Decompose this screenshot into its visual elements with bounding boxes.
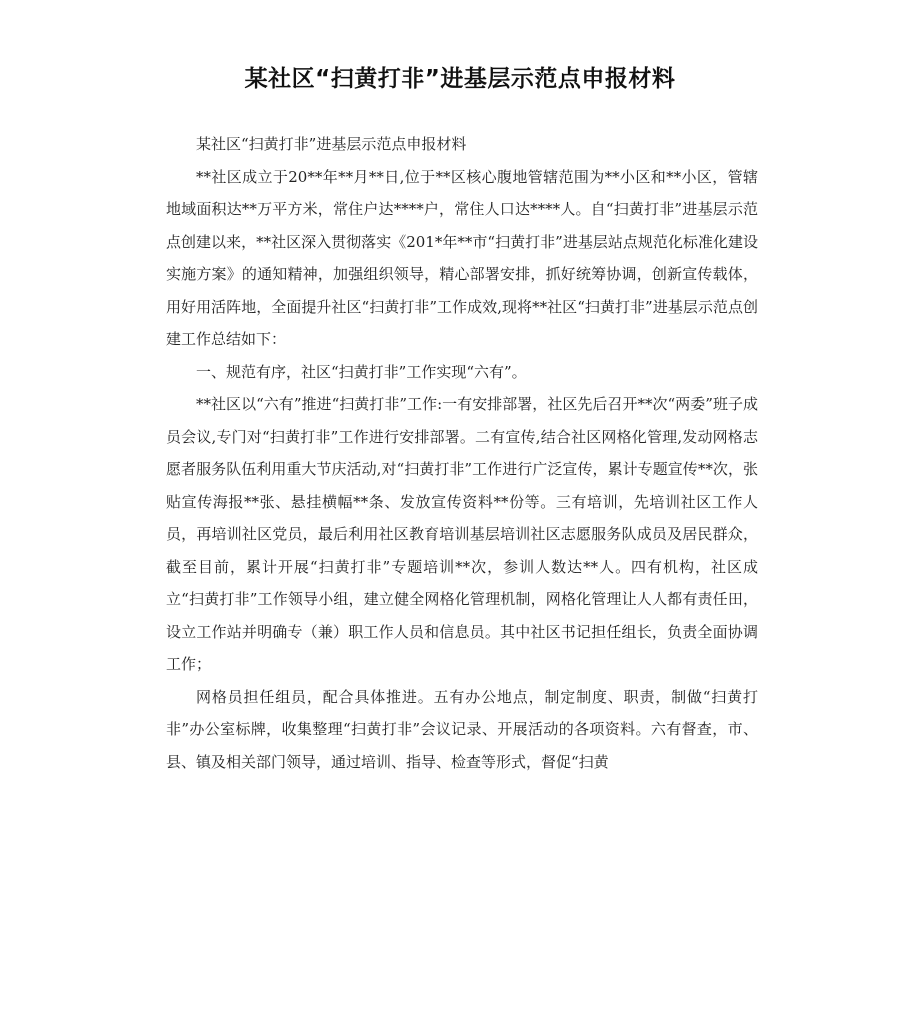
paragraph-six-haves: **社区以“六有”推进“扫黄打非”工作:一有安排部署，社区先后召开**次“两委”班子成员会议,专门对“扫黄打非”工作进行安排部署。二有宣传,结合社区网格化管理,发动网格志愿者服务队伍利用重大节庆活动,对“扫黄打非”工作进行广泛宣传，累计专题宣传**次，张贴宣传海报**张、悬挂横幅**条、发放宣传资料**份等。三有培训，先培训社区工作人员，再培训社区党员，最后利用社区教育培训基层培训社区志愿服务队成员及居民群众，截至目前，累计开展“扫黄打非”专题培训**次，参训人数达**人。四有机构，社区成立“扫黄打非”工作领导小组，建立健全网格化管理机制，网格化管理让人人都有责任田，设立工作站并明确专（兼）职工作人员和信息员。其中社区书记担任组长，负责全面协调工作； (166, 395, 758, 673)
paragraph-section-one: 一、规范有序，社区“扫黄打非”工作实现“六有”。 (196, 362, 527, 381)
paragraph-heading: 某社区“扫黄打非”进基层示范点申报材料 (196, 135, 467, 153)
paragraph-continued: 网格员担任组员，配合具体推进。五有办公地点，制定制度、职责，制做“扫黄打非”办公室标牌，收集整理“扫黄打非”会议记录、开展活动的各项资料。六有督查，市、县、镇及相关部门领导，通过培训、指导、检查等形式，督促“扫黄 (166, 687, 758, 771)
document-title: 某社区“扫黄打非”进基层示范点申报材料 (244, 66, 676, 92)
paragraph-intro: **社区成立于20**年**月**日,位于**区核心腹地管辖范围为**小区和**小区，管辖地域面积达**万平方米，常住户达****户，常住人口达****人。自“扫黄打非”进基层示范点创建以来，**社区深入贯彻落实《201*年**市“扫黄打非”进基层站点规范化标准化建设实施方案》的通知精神，加强组织领导，精心部署安排，抓好统筹协调，创新宣传载体，用好用活阵地，全面提升社区“扫黄打非”工作成效,现将**社区“扫黄打非”进基层示范点创建工作总结如下： (166, 167, 758, 348)
document-body (166, 128, 758, 778)
